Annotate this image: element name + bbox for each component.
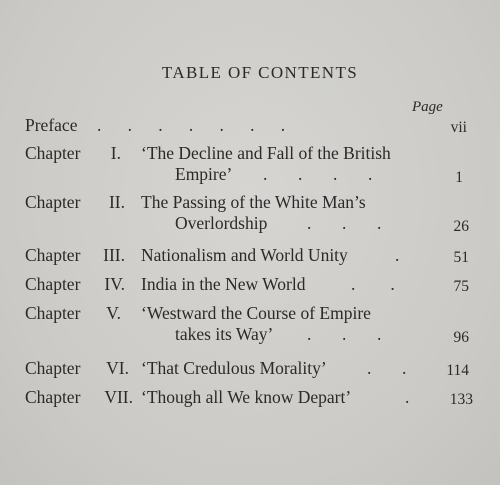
chapter-title-line: Empire’: [175, 164, 233, 184]
leader-dots: .: [405, 387, 410, 407]
leader-dots: . .: [367, 358, 407, 378]
toc-entry-chapter-3: [25, 243, 475, 267]
chapter-number: I.: [110, 143, 121, 163]
chapter-title-line: The Passing of the White Man’s: [141, 192, 366, 212]
toc-entry-chapter-4: [25, 272, 475, 296]
page-number: 75: [453, 278, 469, 295]
chapter-title-line: ‘The Decline and Fall of the British: [141, 143, 391, 163]
chapter-label: Chapter: [25, 192, 81, 212]
leader-dots: . .: [351, 274, 395, 294]
page-column-label: Page: [412, 99, 443, 115]
chapter-title-line: takes its Way’: [175, 324, 274, 344]
chapter-label: Chapter: [25, 143, 81, 163]
chapter-title-line: India in the New World: [141, 274, 306, 294]
chapter-title-line: ‘That Credulous Morality’: [141, 358, 327, 378]
page-number: vii: [450, 119, 467, 136]
preface-label: Preface: [25, 115, 78, 135]
chapter-number: V.: [106, 303, 121, 323]
chapter-number: II.: [108, 192, 125, 212]
leader-dots: . . . .: [263, 164, 373, 184]
chapter-number: VI.: [106, 358, 129, 378]
page-number: 133: [449, 391, 473, 408]
chapter-title-line: Nationalism and World Unity: [141, 245, 348, 265]
toc-entry-chapter-1: [25, 141, 475, 189]
chapter-label: Chapter: [25, 303, 81, 323]
page-number: 51: [453, 249, 469, 266]
page-number: 114: [446, 362, 469, 379]
chapter-label: Chapter: [25, 387, 81, 407]
chapter-title-line: ‘Westward the Course of Empire: [141, 303, 371, 323]
chapter-label: Chapter: [25, 245, 81, 265]
leader-dots: . . .: [307, 324, 382, 344]
chapter-label: Chapter: [25, 358, 81, 378]
toc-entry-chapter-7: [25, 385, 475, 409]
chapter-number: IV.: [104, 274, 125, 294]
toc-heading: TABLE OF CONTENTS: [161, 63, 359, 82]
leader-dots: .: [395, 245, 400, 265]
chapter-title-line: ‘Though all We know Depart’: [141, 387, 352, 407]
chapter-number: III.: [103, 245, 125, 265]
toc-entry-chapter-5: [25, 301, 475, 349]
page-number: 1: [455, 169, 463, 186]
page-number: 96: [453, 329, 469, 346]
leader-dots: . . . . . . .: [97, 115, 286, 135]
toc-entry-preface: [25, 113, 475, 137]
leader-dots: . . .: [307, 213, 382, 233]
toc-entry-chapter-2: [25, 190, 475, 238]
page-number: 26: [453, 218, 469, 235]
chapter-title-line: Overlordship: [175, 213, 268, 233]
chapter-label: Chapter: [25, 274, 81, 294]
chapter-number: VII.: [104, 387, 133, 407]
toc-entry-chapter-6: [25, 356, 475, 380]
